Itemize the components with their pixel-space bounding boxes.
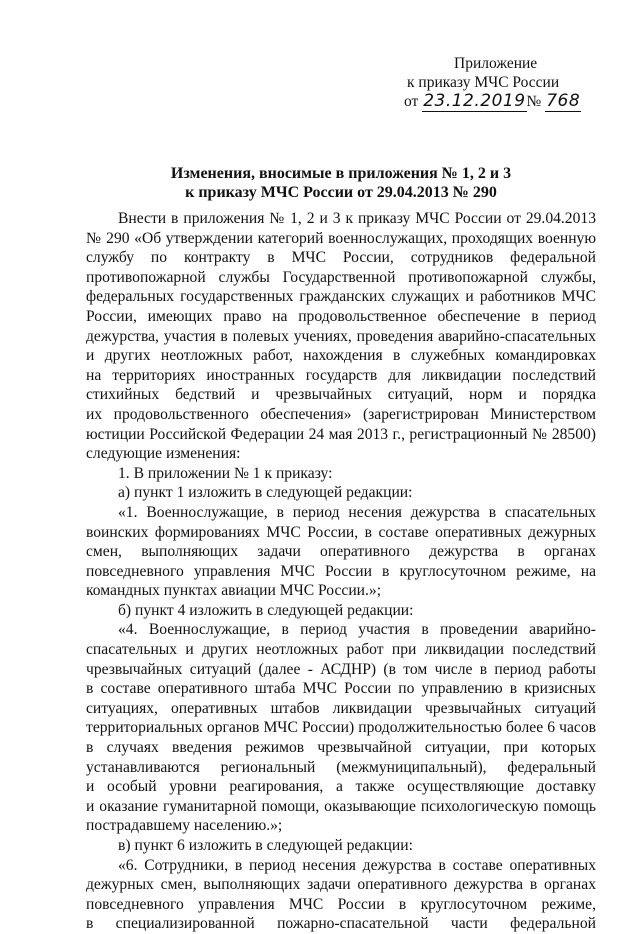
body-line: повседневного управления МЧС России в круглосуточном режиме, [86,895,596,913]
body-line: повседневного управления МЧС России в круглосуточном режиме, на [86,562,596,580]
body-line: ситуациях, оперативных штабов ликвидации чрезвычайных ситуаций [86,699,596,717]
body-line: в составе оперативного штаба МЧС России по управлению в кризисных [86,680,596,698]
body-line: 1. В приложении № 1 к приказу: [118,464,333,482]
annex-from-label: от [404,93,419,110]
body-line: а) пункт 1 изложить в следующей редакции: [118,484,413,502]
title-line-1: Изменения, вносимые в приложения № 1, 2 и 3 [170,165,512,182]
body-line: противопожарной службы Государственной противопожарной службы, [86,268,596,286]
document-body [86,209,596,934]
body-line: в случаях введения режимов чрезвычайной ситуации, при которых [86,739,596,757]
body-line: службу по контракту в МЧС России, сотрудников федеральной [86,249,596,267]
body-line: дежурных смен, выполняющих задачи оперативного дежурства в органах [86,876,596,894]
body-line: «1. Военнослужащие, в период несения дежурства в спасательных [118,503,596,521]
body-line: «4. Военнослужащие, в период участия в проведении аварийно- [118,621,596,639]
annex-header [404,54,581,111]
body-line: федеральных государственных гражданских служащих и работников МЧС [86,288,596,306]
annex-handwritten-date: 23.12.2019 [423,91,526,111]
body-line: № 290 «Об утверждении категорий военнослужащих, проходящих военную [86,229,596,247]
body-line: стихийных бедствий и чрезвычайных ситуаций, норм и порядка [86,386,596,404]
body-line: на территориях иностранных государств для ликвидации последствий [86,366,596,384]
annex-date-line [404,92,581,111]
body-line: воинских формированиях МЧС России, в составе оперативных дежурных [86,523,596,541]
document-title [86,164,596,202]
annex-title: Приложение [454,55,538,72]
body-line: их продовольственного обеспечения» (зарегистрирован Министерством [86,405,596,423]
body-line: и других неотложных работ, нахождения в служебных командировках [86,347,596,365]
body-line: и оказание гуманитарной помощи, оказывающие психологическую помощь [86,797,596,815]
body-line: «6. Сотрудники, в период несения дежурства в составе оперативных [118,856,596,874]
body-line: пострадавшему населению.»; [86,817,283,835]
annex-handwritten-number: 768 [546,91,581,111]
body-line: чрезвычайных ситуаций (далее - АСДНР) (в том числе в период работы [86,660,596,678]
body-line: России, имеющих право на продовольственное обеспечение в период [86,307,596,325]
body-line: командных пунктах авиации МЧС России.»; [86,582,382,600]
body-line: в специализированной пожарно-спасательной части федеральной [86,915,596,933]
body-line: Внести в приложения № 1, 2 и 3 к приказу МЧС России от 29.04.2013 [118,210,596,227]
body-line: следующие изменения: [86,445,241,463]
annex-number-sign: № [526,93,542,110]
body-line: смен, выполняющих задачи оперативного дежурства в органах [86,543,596,561]
body-line: б) пункт 4 изложить в следующей редакции: [118,601,414,619]
title-line-2: к приказу МЧС России от 29.04.2013 № 290 [185,184,497,201]
body-line: устанавливаются региональный (межмуниципальный), федеральный [86,758,596,776]
body-line: дежурства, участия в полевых учениях, проведения аварийно-спасательных [86,327,596,345]
body-line: территориальных органов МЧС России) продолжительностью более 6 часов [86,719,596,737]
body-line: в) пункт 6 изложить в следующей редакции: [118,837,413,854]
body-line: юстиции Российской Федерации 24 мая 2013 г., регистрационный № 28500) [86,425,596,443]
annex-order-ref: к приказу МЧС России [407,74,560,91]
body-line: спасательных и других неотложных работ при ликвидации последствий [86,641,596,659]
body-line: и особый уровни реагирования, а также осуществляющие доставку [86,778,596,796]
